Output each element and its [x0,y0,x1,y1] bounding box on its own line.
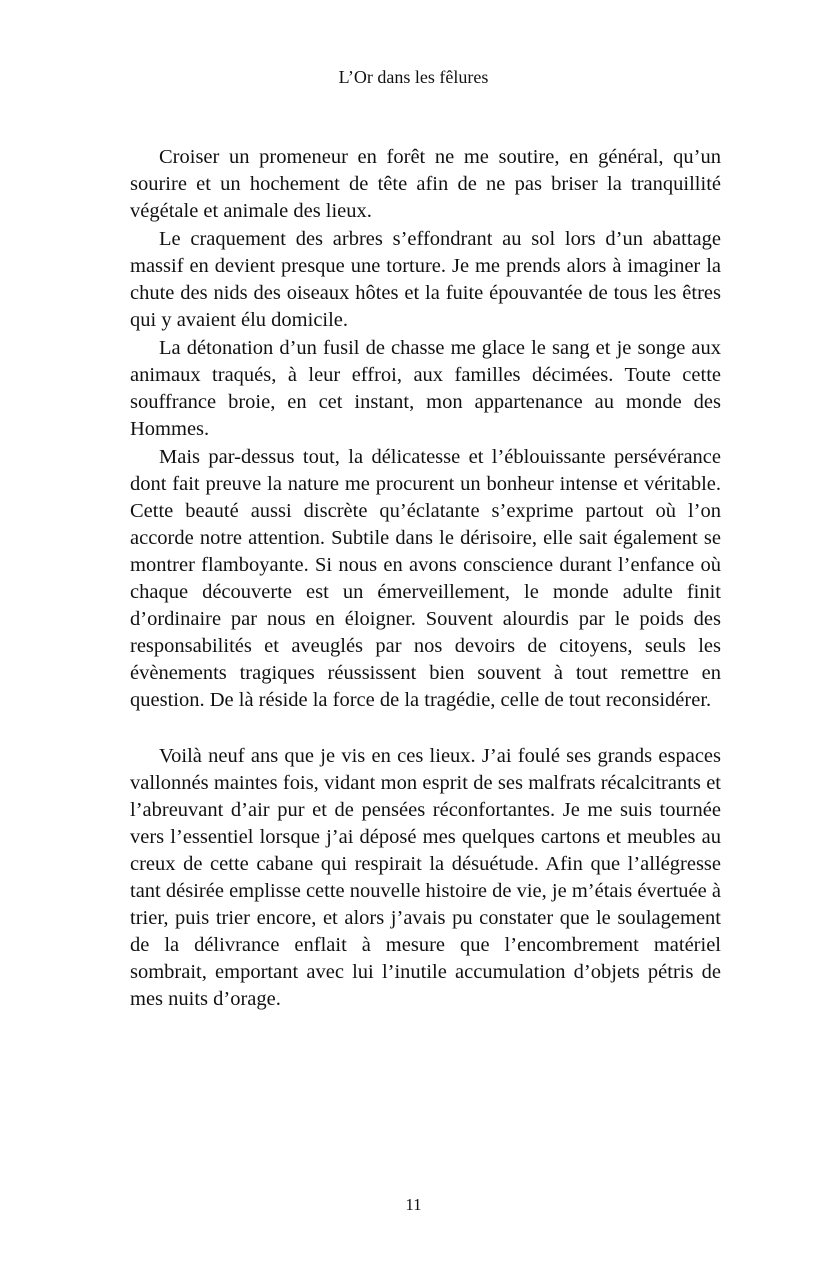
page-number: 11 [405,1195,422,1214]
body-text [130,144,721,1014]
paragraph: Croiser un promeneur en forêt ne me soutire, en général, qu’un sourire et un hochement de tête afin de ne pas briser la tranquillité végétale et animale des lieux. [130,146,721,222]
paragraph: Mais par-dessus tout, la délicatesse et l’éblouissante persévérance dont fait preuve la nature me procurent un bonheur intense et véritable. Cette beauté aussi discrète qu’éclatante s’exprime partout où l’on accorde notre attention. Subtile dans le dérisoire, elle sait également se montrer flamboyante. Si nous en avons conscience durant l’enfance où chaque découverte est un émerveillement, le monde adulte finit d’ordinaire par nous en éloigner. Souvent alourdis par le poids des responsabilités et aveuglés par nos devoirs de citoyens, seuls les évènements tragiques réussissent bien souvent à tout remettre en question. De là réside la force de la tragédie, celle de tout reconsidérer. [130,446,721,711]
paragraph: Le craquement des arbres s’effondrant au sol lors d’un abattage massif en devient presque une torture. Je me prends alors à imaginer la chute des nids des oiseaux hôtes et la fuite épouvantée de tous les êtres qui y avaient élu domicile. [130,228,721,331]
running-title: L’Or dans les fêlures [338,67,489,87]
paragraph: Voilà neuf ans que je vis en ces lieux. J’ai foulé ses grands espaces vallonnés maintes fois, vidant mon esprit de ses malfrats récalcitrants et l’abreuvant d’air pur et de pensées réconfortantes. Je me suis tournée vers l’essentiel lorsque j’ai déposé mes quelques cartons et meubles au creux de cette cabane qui respirait la désuétude. Afin que l’allégresse tant désirée emplisse cette nouvelle histoire de vie, je m’étais évertuée à trier, puis trier encore, et alors j’avais pu constater que le soulagement de la délivrance enflait à mesure que l’encombrement matériel sombrait, emportant avec lui l’inutile accumulation d’objets pétris de mes nuits d’orage. [130,745,721,1010]
paragraph: La détonation d’un fusil de chasse me glace le sang et je songe aux animaux traqués, à leur effroi, aux familles décimées. Toute cette souffrance broie, en cet instant, mon appartenance au monde des Hommes. [130,337,721,440]
